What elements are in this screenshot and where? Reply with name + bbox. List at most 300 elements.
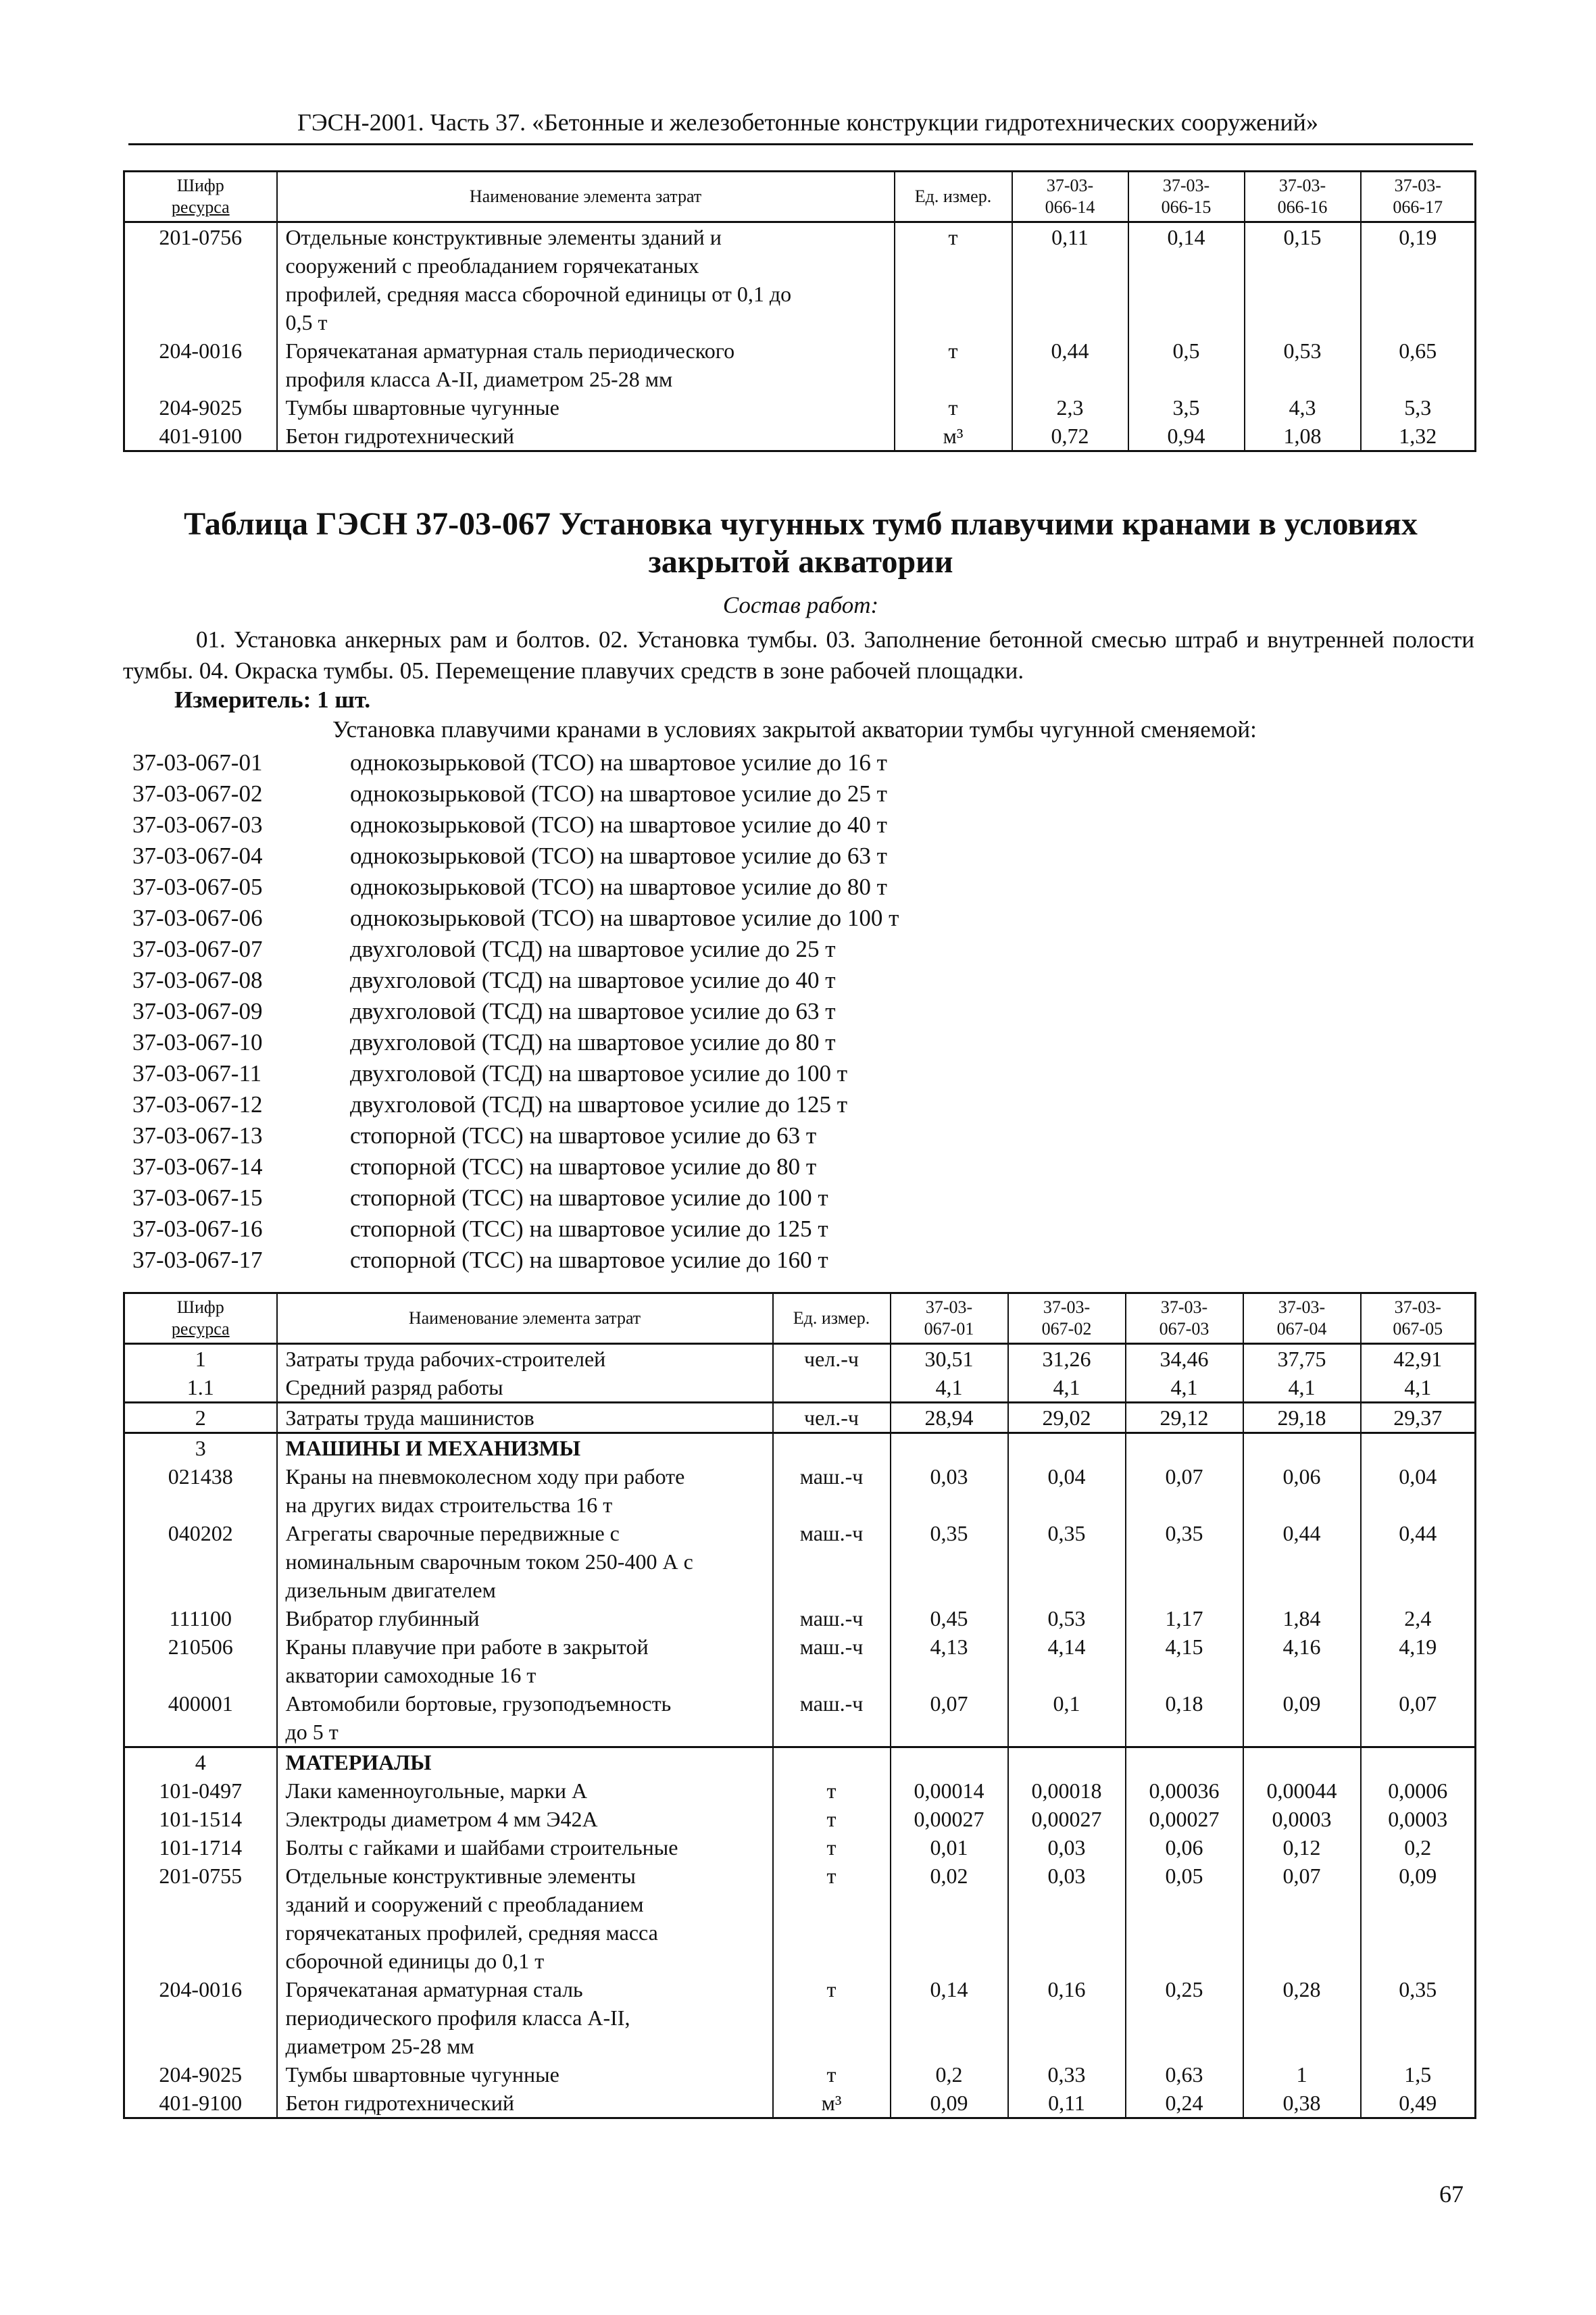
work-description: двухголовой (ТСД) на швартовое усилие до 40 т	[350, 967, 836, 993]
resource-table-067	[123, 1292, 1476, 2119]
value-cell: 3,5	[1128, 393, 1245, 422]
value-cell: 0,94	[1128, 422, 1245, 451]
resource-code: 1	[124, 1344, 277, 1374]
composition-text	[123, 624, 1474, 687]
unit: маш.-ч	[773, 1633, 891, 1689]
name-line: Электроды диаметром 4 мм Э42А	[285, 1807, 598, 1831]
resource-code: 201-0756	[124, 222, 277, 337]
unit	[773, 1747, 891, 1777]
value-cell: 4,1	[1008, 1373, 1126, 1403]
value-cell: 29,02	[1008, 1403, 1126, 1433]
resource-code: 210506	[124, 1633, 277, 1689]
work-description: двухголовой (ТСД) на швартовое усилие до 125 т	[350, 1091, 848, 1118]
header-cell-line: 37-03-	[1162, 176, 1210, 195]
cost-element-name	[277, 1519, 773, 1604]
value-cell: 0,09	[1243, 1689, 1361, 1747]
value-cell: 0,18	[1126, 1689, 1243, 1747]
name-line: Горячекатаная арматурная сталь	[285, 1977, 583, 2001]
work-code-row	[132, 810, 899, 841]
value-cell: 0,33	[1008, 2060, 1126, 2089]
header-cell-line: 066-16	[1277, 197, 1328, 217]
table-row	[124, 1604, 1476, 1633]
name-line: сборочной единицы до 0,1 т	[285, 1949, 545, 1973]
work-code-row	[132, 778, 899, 810]
value-cell	[1243, 1747, 1361, 1777]
value-cell: 0,44	[1012, 337, 1128, 393]
header-cell-line: 067-03	[1159, 1319, 1210, 1339]
work-code: 37-03-067-08	[132, 967, 263, 993]
header-cell-line: Шифр	[176, 176, 224, 195]
value-cell: 0,1	[1008, 1689, 1126, 1747]
name-line: Агрегаты сварочные передвижные с	[285, 1521, 620, 1545]
value-cell: 0,04	[1361, 1462, 1476, 1519]
table-title	[128, 505, 1473, 581]
name-line: Отдельные конструктивные элементы	[285, 1864, 636, 1888]
name-line: Средний разряд работы	[285, 1375, 503, 1399]
value-cell: 0,38	[1243, 2089, 1361, 2118]
value-cell: 0,06	[1126, 1833, 1243, 1862]
cost-element-name	[277, 1462, 773, 1519]
value-cell: 0,11	[1012, 222, 1128, 337]
work-code-row	[132, 934, 899, 965]
value-cell: 0,09	[891, 2089, 1008, 2118]
resource-code: 401-9100	[124, 2089, 277, 2118]
value-cell	[1361, 1433, 1476, 1463]
work-code-row	[132, 841, 899, 872]
cost-element-name	[277, 1373, 773, 1403]
table-row	[124, 1462, 1476, 1519]
name-line: Бетон гидротехнический	[285, 424, 514, 448]
work-code: 37-03-067-17	[132, 1247, 263, 1273]
work-code: 37-03-067-06	[132, 905, 263, 931]
header-cell-line: 37-03-	[1278, 176, 1326, 195]
value-cell	[891, 1747, 1008, 1777]
value-cell: 30,51	[891, 1344, 1008, 1374]
value-cell: 0,0003	[1361, 1805, 1476, 1833]
resource-code: 1.1	[124, 1373, 277, 1403]
work-description: однокозырьковой (ТСО) на швартовое усилие до 100 т	[350, 905, 899, 931]
unit	[773, 1373, 891, 1403]
value-cell: 0,15	[1245, 222, 1361, 337]
work-code: 37-03-067-10	[132, 1029, 263, 1055]
value-cell: 0,44	[1243, 1519, 1361, 1604]
work-code-row	[132, 1058, 899, 1089]
value-cell: 0,00027	[1008, 1805, 1126, 1833]
unit: маш.-ч	[773, 1519, 891, 1604]
name-line: дизельным двигателем	[285, 1578, 496, 1602]
cost-element-name	[277, 1604, 773, 1633]
table-row	[124, 1747, 1476, 1777]
value-cell: 42,91	[1361, 1344, 1476, 1374]
work-code-row	[132, 965, 899, 996]
cost-element-name	[277, 1862, 773, 1975]
work-description: стопорной (ТСС) на швартовое усилие до 125 т	[350, 1216, 828, 1242]
header-cell	[1361, 172, 1476, 222]
value-cell: 34,46	[1126, 1344, 1243, 1374]
table-row	[124, 337, 1476, 393]
value-cell	[1008, 1433, 1126, 1463]
resource-code: 101-0497	[124, 1776, 277, 1805]
value-cell: 0,04	[1008, 1462, 1126, 1519]
header-cell	[124, 1293, 277, 1344]
value-cell: 0,06	[1243, 1462, 1361, 1519]
work-code: 37-03-067-04	[132, 843, 263, 869]
cost-element-name	[277, 1833, 773, 1862]
measure-unit: Измеритель: 1 шт.	[174, 687, 371, 713]
composition-text-body: 01. Установка анкерных рам и болтов. 02. Установка тумбы. 03. Заполнение бетонной смесью штраб и внутренней полости тумбы. 04. Окраска тумбы. 05. Перемещение плавучих средств в зоне рабочей площадки.	[123, 626, 1474, 684]
value-cell: 4,1	[1361, 1373, 1476, 1403]
resource-code: 111100	[124, 1604, 277, 1633]
header-cell-line: 37-03-	[1043, 1297, 1091, 1317]
value-cell: 0,05	[1126, 1862, 1243, 1975]
name-line: периодического профиля класса А-II,	[285, 2006, 630, 2030]
work-code: 37-03-067-01	[132, 749, 263, 776]
value-cell: 0,35	[1008, 1519, 1126, 1604]
name-line: профилей, средняя масса сборочной единицы от 0,1 до	[285, 282, 792, 306]
value-cell: 4,1	[891, 1373, 1008, 1403]
header-cell: Наименование элемента затрат	[277, 172, 895, 222]
header-cell-line: 37-03-	[1046, 176, 1094, 195]
name-line: МАТЕРИАЛЫ	[285, 1750, 432, 1774]
name-line: 0,5 т	[285, 310, 328, 334]
work-description: однокозырьковой (ТСО) на швартовое усилие до 63 т	[350, 843, 887, 869]
cost-element-name	[277, 1747, 773, 1777]
header-cell-line: 37-03-	[1160, 1297, 1208, 1317]
work-code: 37-03-067-11	[132, 1060, 262, 1087]
header-cell	[891, 1293, 1008, 1344]
value-cell: 0,03	[1008, 1833, 1126, 1862]
value-cell: 0,63	[1126, 2060, 1243, 2089]
value-cell: 0,00044	[1243, 1776, 1361, 1805]
work-code-row	[132, 1183, 899, 1214]
value-cell	[1126, 1747, 1243, 1777]
resource-code: 201-0755	[124, 1862, 277, 1975]
work-code: 37-03-067-12	[132, 1091, 263, 1118]
value-cell: 0,14	[1128, 222, 1245, 337]
header-cell	[1126, 1293, 1243, 1344]
header-rule	[128, 143, 1473, 145]
work-codes-list	[132, 747, 899, 1276]
table-row	[124, 2060, 1476, 2089]
table-row	[124, 1689, 1476, 1747]
name-line: Тумбы швартовные чугунные	[285, 395, 559, 420]
cost-element-name	[277, 422, 895, 451]
work-code: 37-03-067-03	[132, 812, 263, 838]
work-code: 37-03-067-16	[132, 1216, 263, 1242]
work-code-row	[132, 996, 899, 1027]
work-description: двухголовой (ТСД) на швартовое усилие до 100 т	[350, 1060, 848, 1087]
resource-code: 204-0016	[124, 337, 277, 393]
value-cell: 2,4	[1361, 1604, 1476, 1633]
value-cell: 4,16	[1243, 1633, 1361, 1689]
value-cell: 1	[1243, 2060, 1361, 2089]
table-row	[124, 1633, 1476, 1689]
table-row	[124, 1862, 1476, 1975]
header-cell-line: 066-14	[1045, 197, 1095, 217]
value-cell: 0,11	[1008, 2089, 1126, 2118]
name-line: МАШИНЫ И МЕХАНИЗМЫ	[285, 1436, 581, 1460]
work-description: стопорной (ТСС) на швартовое усилие до 100 т	[350, 1185, 828, 1211]
resource-code: 204-9025	[124, 2060, 277, 2089]
work-code: 37-03-067-14	[132, 1153, 263, 1180]
cost-element-name	[277, 1805, 773, 1833]
table-row	[124, 1373, 1476, 1403]
header-cell-line: 066-15	[1161, 197, 1212, 217]
resource-code: 400001	[124, 1689, 277, 1747]
name-line: акватории самоходные 16 т	[285, 1663, 537, 1687]
value-cell: 0,09	[1361, 1862, 1476, 1975]
header-cell-line: 066-17	[1393, 197, 1443, 217]
value-cell: 0,07	[891, 1689, 1008, 1747]
header-cell	[1008, 1293, 1126, 1344]
cost-element-name	[277, 1344, 773, 1374]
name-line: зданий и сооружений с преобладанием	[285, 1892, 644, 1916]
name-line: сооружений с преобладанием горячекатаных	[285, 253, 699, 278]
value-cell: 0,24	[1126, 2089, 1243, 2118]
table-title-line1: Таблица ГЭСН 37-03-067 Установка чугунных тумб плавучими кранами в условиях	[184, 506, 1418, 542]
resource-code: 204-9025	[124, 393, 277, 422]
value-cell: 0,5	[1128, 337, 1245, 393]
unit: т	[895, 337, 1012, 393]
work-code: 37-03-067-13	[132, 1122, 263, 1149]
resource-code: 2	[124, 1403, 277, 1433]
value-cell: 0,02	[891, 1862, 1008, 1975]
unit: т	[773, 1975, 891, 2060]
resource-code: 4	[124, 1747, 277, 1777]
value-cell: 0,0006	[1361, 1776, 1476, 1805]
work-code: 37-03-067-07	[132, 936, 263, 962]
work-description: двухголовой (ТСД) на швартовое усилие до 63 т	[350, 998, 836, 1024]
value-cell: 0,49	[1361, 2089, 1476, 2118]
cost-element-name	[277, 2089, 773, 2118]
value-cell: 1,32	[1361, 422, 1476, 451]
value-cell: 1,84	[1243, 1604, 1361, 1633]
header-cell-line: 067-04	[1276, 1319, 1327, 1339]
value-cell: 0,01	[891, 1833, 1008, 1862]
value-cell: 4,13	[891, 1633, 1008, 1689]
table-row	[124, 1805, 1476, 1833]
work-description: стопорной (ТСС) на швартовое усилие до 63 т	[350, 1122, 817, 1149]
value-cell: 0,03	[1008, 1862, 1126, 1975]
header-cell-line: 067-02	[1041, 1319, 1092, 1339]
work-description: двухголовой (ТСД) на швартовое усилие до 80 т	[350, 1029, 836, 1055]
value-cell: 0,28	[1243, 1975, 1361, 2060]
cost-element-name	[277, 1689, 773, 1747]
header-cell	[1012, 172, 1128, 222]
resource-table-066	[123, 170, 1476, 452]
work-description: однокозырьковой (ТСО) на швартовое усилие до 40 т	[350, 812, 887, 838]
cost-element-name	[277, 1975, 773, 2060]
value-cell: 29,37	[1361, 1403, 1476, 1433]
unit	[773, 1433, 891, 1463]
value-cell: 4,1	[1243, 1373, 1361, 1403]
unit: маш.-ч	[773, 1462, 891, 1519]
work-code: 37-03-067-15	[132, 1185, 263, 1211]
cost-element-name	[277, 393, 895, 422]
resource-code: 101-1514	[124, 1805, 277, 1833]
work-description: стопорной (ТСС) на швартовое усилие до 160 т	[350, 1247, 828, 1273]
table-row	[124, 1975, 1476, 2060]
value-cell	[891, 1433, 1008, 1463]
value-cell: 0,44	[1361, 1519, 1476, 1604]
value-cell: 0,53	[1245, 337, 1361, 393]
value-cell: 0,03	[891, 1462, 1008, 1519]
name-line: диаметром 25-28 мм	[285, 2034, 474, 2058]
resource-code: 204-0016	[124, 1975, 277, 2060]
name-line: номинальным сварочным током 250-400 А с	[285, 1549, 693, 1574]
unit: т	[773, 1833, 891, 1862]
value-cell: 4,15	[1126, 1633, 1243, 1689]
table-row	[124, 422, 1476, 451]
unit: м³	[773, 2089, 891, 2118]
table-row	[124, 1403, 1476, 1433]
name-line: Горячекатаная арматурная сталь периодического	[285, 339, 735, 363]
cost-element-name	[277, 222, 895, 337]
header-cell	[1245, 172, 1361, 222]
value-cell: 4,14	[1008, 1633, 1126, 1689]
unit: т	[773, 2060, 891, 2089]
unit: маш.-ч	[773, 1604, 891, 1633]
work-description: однокозырьковой (ТСО) на швартовое усилие до 16 т	[350, 749, 887, 776]
table-row	[124, 1833, 1476, 1862]
work-description: стопорной (ТСС) на швартовое усилие до 80 т	[350, 1153, 817, 1180]
name-line: Затраты труда рабочих-строителей	[285, 1347, 606, 1371]
table-row	[124, 393, 1476, 422]
name-line: до 5 т	[285, 1720, 339, 1744]
value-cell: 0,00014	[891, 1776, 1008, 1805]
work-code-row	[132, 903, 899, 934]
name-line: Краны плавучие при работе в закрытой	[285, 1635, 649, 1659]
resource-code: 021438	[124, 1462, 277, 1519]
value-cell: 0,14	[891, 1975, 1008, 2060]
value-cell: 0,45	[891, 1604, 1008, 1633]
value-cell: 0,2	[891, 2060, 1008, 2089]
header-row	[124, 172, 1476, 222]
value-cell: 0,72	[1012, 422, 1128, 451]
value-cell: 0,00027	[1126, 1805, 1243, 1833]
value-cell: 0,07	[1361, 1689, 1476, 1747]
value-cell: 2,3	[1012, 393, 1128, 422]
header-cell	[124, 172, 277, 222]
value-cell: 0,65	[1361, 337, 1476, 393]
name-line: Краны на пневмоколесном ходу при работе	[285, 1464, 685, 1489]
work-code-row	[132, 1089, 899, 1120]
work-code: 37-03-067-05	[132, 874, 263, 900]
table-title-line2: закрытой акватории	[648, 544, 953, 580]
value-cell: 0,0003	[1243, 1805, 1361, 1833]
value-cell: 0,35	[1361, 1975, 1476, 2060]
cost-element-name	[277, 1433, 773, 1463]
name-line: профиля класса А-II, диаметром 25-28 мм	[285, 367, 673, 391]
value-cell	[1243, 1433, 1361, 1463]
value-cell: 0,07	[1243, 1862, 1361, 1975]
value-cell: 1,17	[1126, 1604, 1243, 1633]
name-line: Лаки каменноугольные, марки А	[285, 1778, 588, 1803]
work-description: однокозырьковой (ТСО) на швартовое усилие до 80 т	[350, 874, 887, 900]
value-cell: 37,75	[1243, 1344, 1361, 1374]
name-line: Болты с гайками и шайбами строительные	[285, 1835, 678, 1860]
value-cell: 0,00027	[891, 1805, 1008, 1833]
value-cell: 0,53	[1008, 1604, 1126, 1633]
work-code-row	[132, 747, 899, 778]
value-cell	[1361, 1747, 1476, 1777]
cost-element-name	[277, 1776, 773, 1805]
header-cell	[1361, 1293, 1476, 1344]
value-cell: 29,12	[1126, 1403, 1243, 1433]
cost-element-name	[277, 337, 895, 393]
resource-code: 401-9100	[124, 422, 277, 451]
value-cell: 0,35	[891, 1519, 1008, 1604]
unit: т	[773, 1805, 891, 1833]
header-cell-line: ресурса	[171, 197, 230, 217]
header-row	[124, 1293, 1476, 1344]
value-cell: 0,07	[1126, 1462, 1243, 1519]
resource-code: 040202	[124, 1519, 277, 1604]
work-code-row	[132, 1214, 899, 1245]
name-line: горячекатаных профилей, средняя масса	[285, 1920, 658, 1945]
value-cell: 0,12	[1243, 1833, 1361, 1862]
header-cell-line: 37-03-	[1394, 176, 1441, 195]
value-cell: 29,18	[1243, 1403, 1361, 1433]
value-cell: 4,3	[1245, 393, 1361, 422]
value-cell: 4,19	[1361, 1633, 1476, 1689]
name-line: Тумбы швартовные чугунные	[285, 2062, 559, 2087]
unit: м³	[895, 422, 1012, 451]
work-code-row	[132, 872, 899, 903]
value-cell: 28,94	[891, 1403, 1008, 1433]
resource-code: 3	[124, 1433, 277, 1463]
cost-element-name	[277, 1403, 773, 1433]
header-cell	[1243, 1293, 1361, 1344]
work-code: 37-03-067-02	[132, 780, 263, 807]
table-row	[124, 1776, 1476, 1805]
value-cell	[1126, 1433, 1243, 1463]
value-cell	[1008, 1747, 1126, 1777]
value-cell: 0,25	[1126, 1975, 1243, 2060]
name-line: Бетон гидротехнический	[285, 2091, 514, 2115]
header-cell-line: Шифр	[176, 1297, 224, 1317]
name-line: Автомобили бортовые, грузоподъемность	[285, 1691, 672, 1716]
value-cell: 0,19	[1361, 222, 1476, 337]
header-cell-line: ресурса	[171, 1319, 230, 1339]
value-cell: 1,08	[1245, 422, 1361, 451]
work-description: двухголовой (ТСД) на швартовое усилие до 25 т	[350, 936, 836, 962]
work-code-row	[132, 1120, 899, 1151]
work-description: однокозырьковой (ТСО) на швартовое усилие до 25 т	[350, 780, 887, 807]
header-cell: Ед. измер.	[773, 1293, 891, 1344]
value-cell: 5,3	[1361, 393, 1476, 422]
work-code-row	[132, 1245, 899, 1276]
table-row	[124, 1519, 1476, 1604]
table-row	[124, 222, 1476, 337]
header-cell: Ед. измер.	[895, 172, 1012, 222]
header-cell	[1128, 172, 1245, 222]
cost-element-name	[277, 1633, 773, 1689]
table-row	[124, 1344, 1476, 1374]
cost-element-name	[277, 2060, 773, 2089]
unit: т	[773, 1862, 891, 1975]
running-header: ГЭСН-2001. Часть 37. «Бетонные и железобетонные конструкции гидротехнических сооружений»	[297, 109, 1318, 136]
name-line: Отдельные конструктивные элементы зданий и	[285, 225, 722, 249]
table-row	[124, 2089, 1476, 2118]
unit: маш.-ч	[773, 1689, 891, 1747]
header-cell-line: 37-03-	[925, 1297, 973, 1317]
value-cell: 1,5	[1361, 2060, 1476, 2089]
header-cell-line: 37-03-	[1278, 1297, 1326, 1317]
unit: т	[895, 393, 1012, 422]
unit: т	[773, 1776, 891, 1805]
value-cell: 0,35	[1126, 1519, 1243, 1604]
